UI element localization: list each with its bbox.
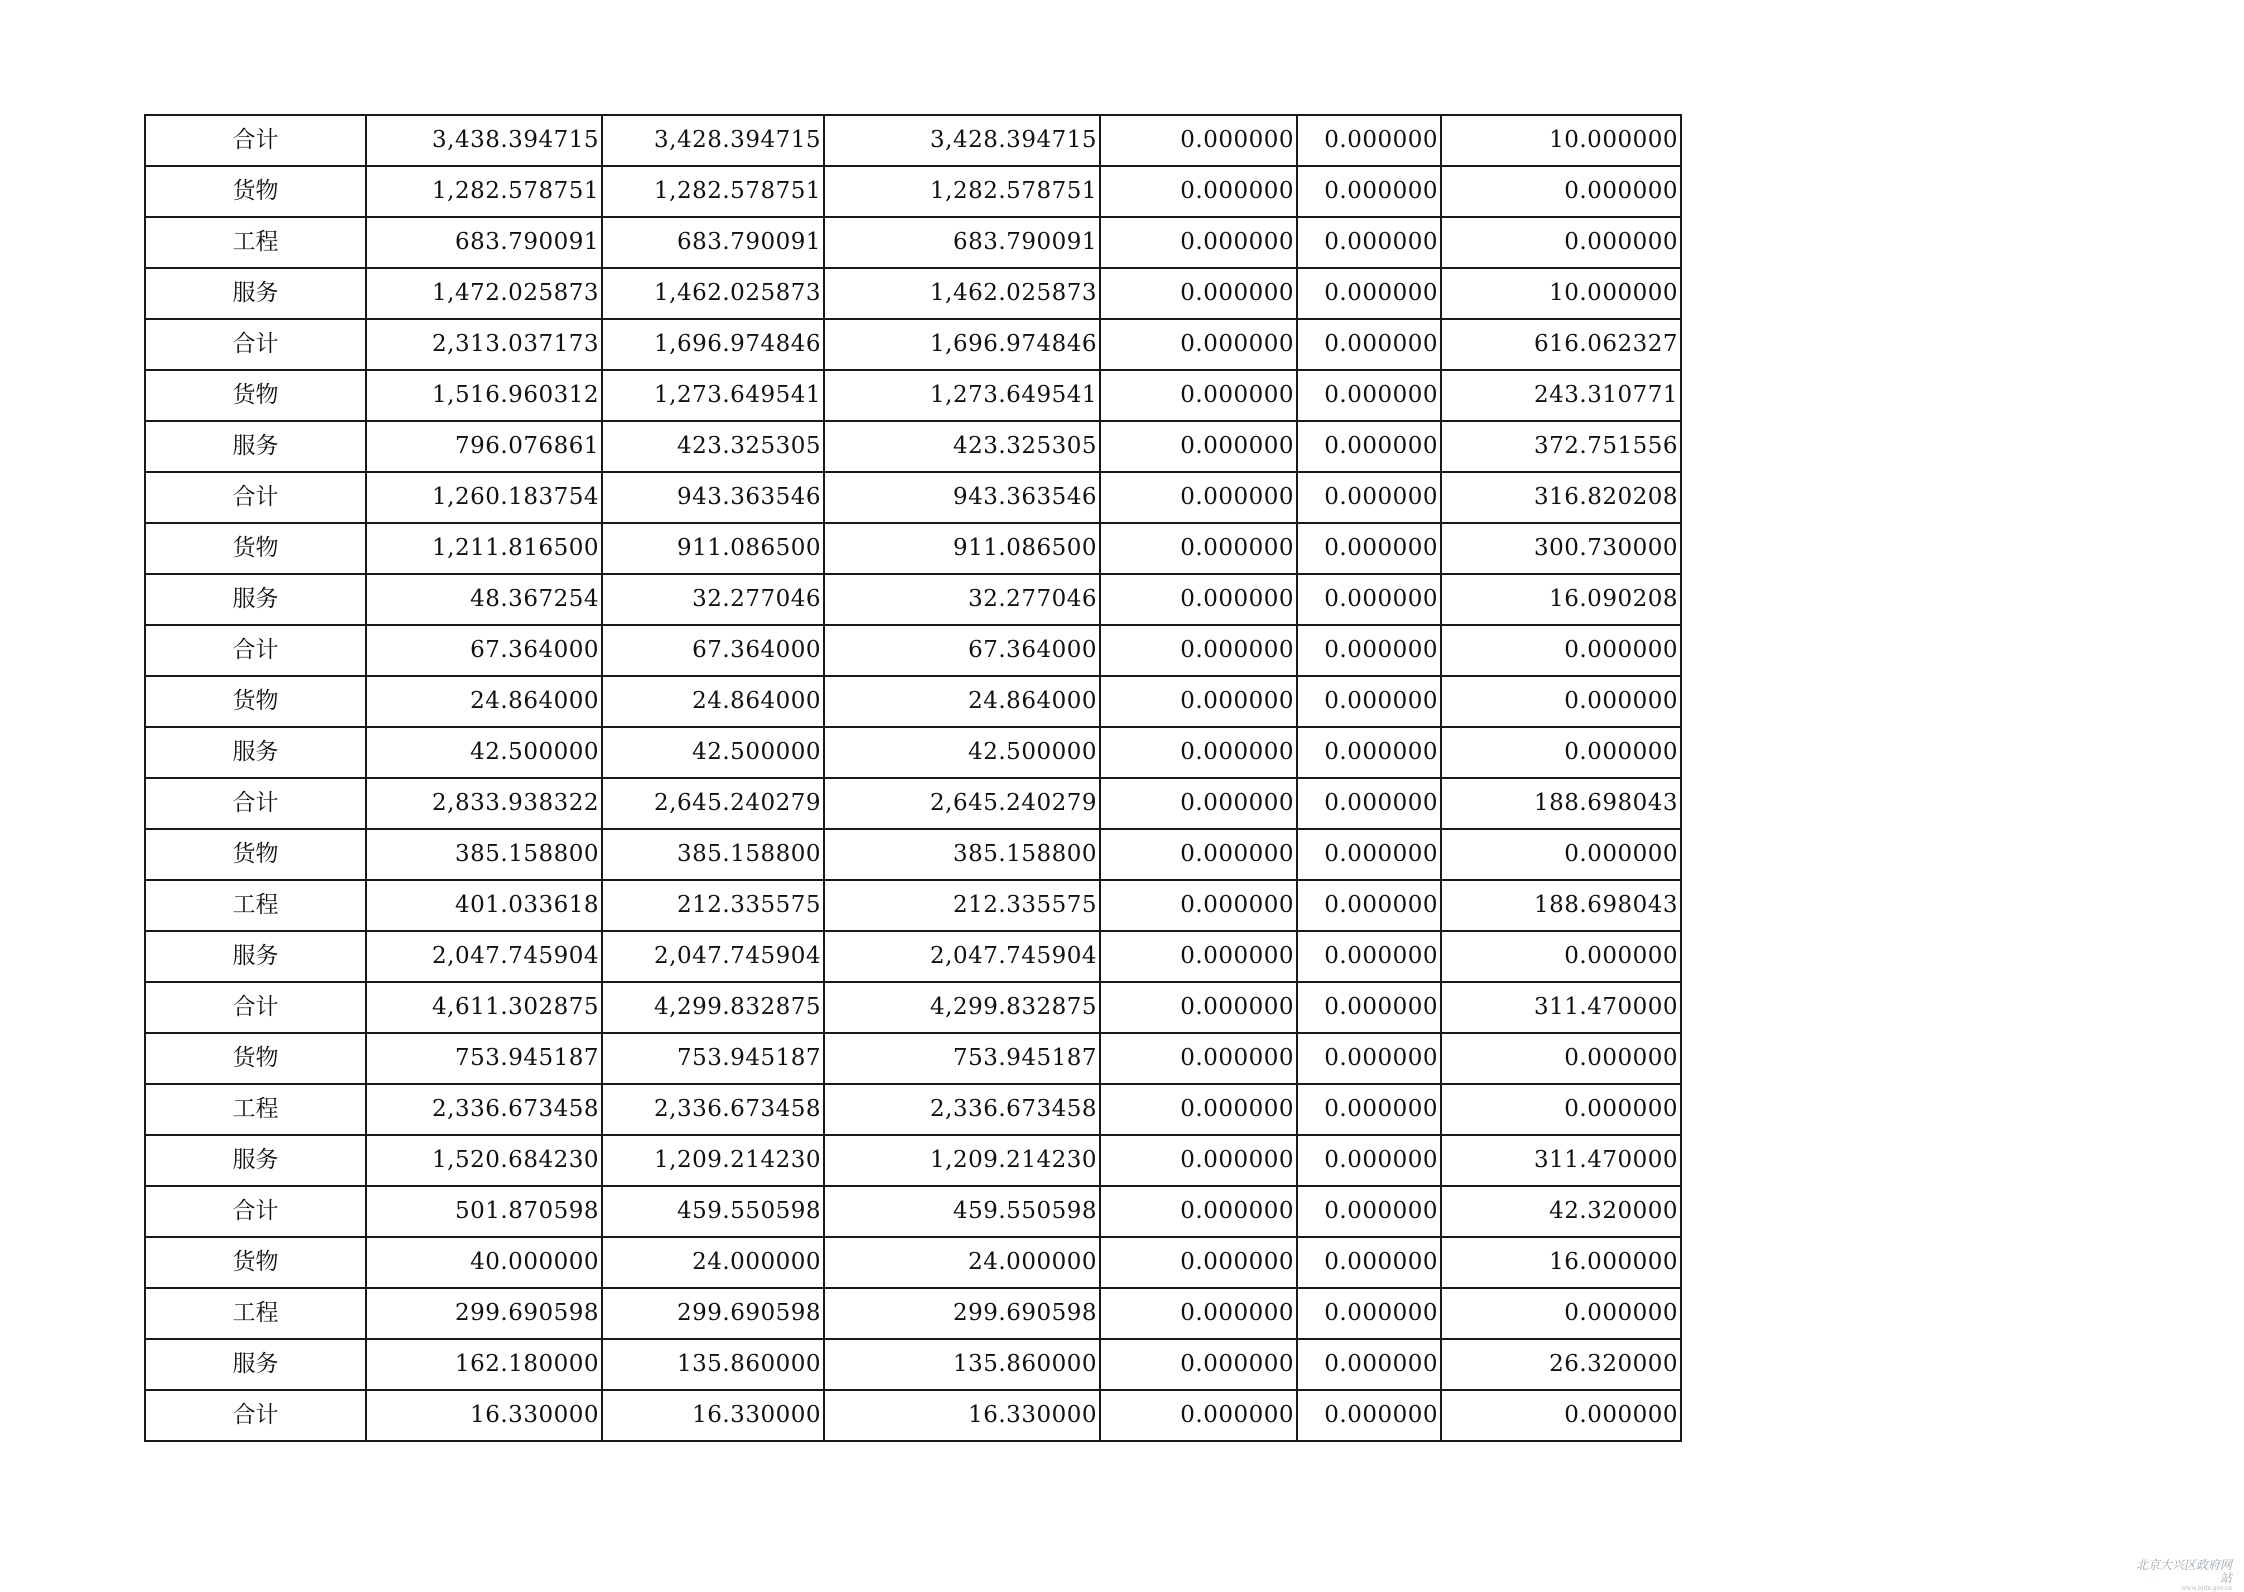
value-cell: 2,645.240279 bbox=[824, 778, 1100, 829]
value-cell: 1,520.684230 bbox=[366, 1135, 602, 1186]
value-cell: 42.500000 bbox=[602, 727, 824, 778]
value-cell: 16.330000 bbox=[602, 1390, 824, 1441]
value-cell: 4,299.832875 bbox=[602, 982, 824, 1033]
value-cell: 0.000000 bbox=[1297, 472, 1441, 523]
value-cell: 0.000000 bbox=[1100, 217, 1297, 268]
value-cell: 24.000000 bbox=[602, 1237, 824, 1288]
value-cell: 1,696.974846 bbox=[824, 319, 1100, 370]
budget-table bbox=[144, 114, 1682, 1442]
value-cell: 0.000000 bbox=[1100, 574, 1297, 625]
value-cell: 1,273.649541 bbox=[824, 370, 1100, 421]
table-row bbox=[145, 880, 1681, 931]
value-cell: 0.000000 bbox=[1297, 1084, 1441, 1135]
value-cell: 943.363546 bbox=[824, 472, 1100, 523]
value-cell: 0.000000 bbox=[1100, 931, 1297, 982]
value-cell: 3,438.394715 bbox=[366, 115, 602, 166]
value-cell: 67.364000 bbox=[824, 625, 1100, 676]
category-cell: 货物 bbox=[145, 829, 366, 880]
value-cell: 0.000000 bbox=[1297, 1288, 1441, 1339]
value-cell: 385.158800 bbox=[366, 829, 602, 880]
value-cell: 0.000000 bbox=[1100, 1288, 1297, 1339]
value-cell: 0.000000 bbox=[1297, 268, 1441, 319]
table-row bbox=[145, 115, 1681, 166]
value-cell: 0.000000 bbox=[1297, 829, 1441, 880]
value-cell: 0.000000 bbox=[1100, 268, 1297, 319]
value-cell: 0.000000 bbox=[1100, 727, 1297, 778]
table-row bbox=[145, 625, 1681, 676]
value-cell: 1,209.214230 bbox=[824, 1135, 1100, 1186]
category-cell: 货物 bbox=[145, 676, 366, 727]
value-cell: 0.000000 bbox=[1100, 115, 1297, 166]
category-cell: 合计 bbox=[145, 472, 366, 523]
value-cell: 459.550598 bbox=[824, 1186, 1100, 1237]
value-cell: 385.158800 bbox=[824, 829, 1100, 880]
value-cell: 26.320000 bbox=[1441, 1339, 1681, 1390]
table-row bbox=[145, 931, 1681, 982]
value-cell: 0.000000 bbox=[1297, 880, 1441, 931]
value-cell: 0.000000 bbox=[1441, 1033, 1681, 1084]
table-row bbox=[145, 421, 1681, 472]
value-cell: 2,047.745904 bbox=[824, 931, 1100, 982]
value-cell: 0.000000 bbox=[1100, 523, 1297, 574]
value-cell: 0.000000 bbox=[1297, 217, 1441, 268]
value-cell: 4,611.302875 bbox=[366, 982, 602, 1033]
value-cell: 616.062327 bbox=[1441, 319, 1681, 370]
value-cell: 796.076861 bbox=[366, 421, 602, 472]
category-cell: 合计 bbox=[145, 982, 366, 1033]
value-cell: 0.000000 bbox=[1441, 625, 1681, 676]
table-row bbox=[145, 1390, 1681, 1441]
value-cell: 459.550598 bbox=[602, 1186, 824, 1237]
value-cell: 385.158800 bbox=[602, 829, 824, 880]
value-cell: 0.000000 bbox=[1100, 829, 1297, 880]
value-cell: 0.000000 bbox=[1100, 1390, 1297, 1441]
watermark-subtext: www.bjdx.gov.cn bbox=[2181, 1585, 2232, 1592]
value-cell: 24.864000 bbox=[602, 676, 824, 727]
value-cell: 0.000000 bbox=[1441, 217, 1681, 268]
value-cell: 0.000000 bbox=[1297, 1186, 1441, 1237]
value-cell: 0.000000 bbox=[1441, 727, 1681, 778]
value-cell: 16.330000 bbox=[824, 1390, 1100, 1441]
value-cell: 3,428.394715 bbox=[602, 115, 824, 166]
value-cell: 299.690598 bbox=[824, 1288, 1100, 1339]
value-cell: 1,462.025873 bbox=[824, 268, 1100, 319]
category-cell: 合计 bbox=[145, 625, 366, 676]
value-cell: 0.000000 bbox=[1100, 625, 1297, 676]
value-cell: 2,833.938322 bbox=[366, 778, 602, 829]
value-cell: 2,313.037173 bbox=[366, 319, 602, 370]
value-cell: 911.086500 bbox=[824, 523, 1100, 574]
value-cell: 24.864000 bbox=[824, 676, 1100, 727]
value-cell: 683.790091 bbox=[602, 217, 824, 268]
category-cell: 服务 bbox=[145, 421, 366, 472]
value-cell: 0.000000 bbox=[1100, 982, 1297, 1033]
value-cell: 0.000000 bbox=[1297, 676, 1441, 727]
category-cell: 工程 bbox=[145, 1084, 366, 1135]
table-row bbox=[145, 472, 1681, 523]
table-row bbox=[145, 268, 1681, 319]
value-cell: 1,282.578751 bbox=[366, 166, 602, 217]
value-cell: 683.790091 bbox=[366, 217, 602, 268]
value-cell: 10.000000 bbox=[1441, 268, 1681, 319]
value-cell: 311.470000 bbox=[1441, 1135, 1681, 1186]
value-cell: 162.180000 bbox=[366, 1339, 602, 1390]
value-cell: 212.335575 bbox=[602, 880, 824, 931]
value-cell: 0.000000 bbox=[1297, 574, 1441, 625]
category-cell: 合计 bbox=[145, 1186, 366, 1237]
value-cell: 0.000000 bbox=[1297, 166, 1441, 217]
value-cell: 0.000000 bbox=[1297, 1390, 1441, 1441]
table-row bbox=[145, 217, 1681, 268]
category-cell: 服务 bbox=[145, 931, 366, 982]
table-row bbox=[145, 1237, 1681, 1288]
value-cell: 0.000000 bbox=[1100, 1339, 1297, 1390]
category-cell: 合计 bbox=[145, 319, 366, 370]
value-cell: 316.820208 bbox=[1441, 472, 1681, 523]
value-cell: 24.000000 bbox=[824, 1237, 1100, 1288]
value-cell: 32.277046 bbox=[824, 574, 1100, 625]
value-cell: 1,472.025873 bbox=[366, 268, 602, 319]
table-row bbox=[145, 1339, 1681, 1390]
value-cell: 299.690598 bbox=[366, 1288, 602, 1339]
value-cell: 67.364000 bbox=[602, 625, 824, 676]
value-cell: 753.945187 bbox=[366, 1033, 602, 1084]
value-cell: 24.864000 bbox=[366, 676, 602, 727]
value-cell: 16.000000 bbox=[1441, 1237, 1681, 1288]
value-cell: 1,696.974846 bbox=[602, 319, 824, 370]
value-cell: 1,282.578751 bbox=[602, 166, 824, 217]
category-cell: 服务 bbox=[145, 268, 366, 319]
value-cell: 2,047.745904 bbox=[366, 931, 602, 982]
value-cell: 67.364000 bbox=[366, 625, 602, 676]
value-cell: 0.000000 bbox=[1100, 1237, 1297, 1288]
category-cell: 货物 bbox=[145, 523, 366, 574]
value-cell: 10.000000 bbox=[1441, 115, 1681, 166]
category-cell: 工程 bbox=[145, 217, 366, 268]
value-cell: 0.000000 bbox=[1297, 319, 1441, 370]
table-row bbox=[145, 1288, 1681, 1339]
value-cell: 300.730000 bbox=[1441, 523, 1681, 574]
value-cell: 0.000000 bbox=[1297, 931, 1441, 982]
value-cell: 135.860000 bbox=[602, 1339, 824, 1390]
value-cell: 683.790091 bbox=[824, 217, 1100, 268]
watermark bbox=[2132, 1559, 2232, 1592]
table-row bbox=[145, 676, 1681, 727]
table-row bbox=[145, 523, 1681, 574]
category-cell: 服务 bbox=[145, 1339, 366, 1390]
value-cell: 0.000000 bbox=[1441, 1288, 1681, 1339]
table-body bbox=[145, 115, 1681, 1441]
value-cell: 0.000000 bbox=[1100, 1084, 1297, 1135]
value-cell: 0.000000 bbox=[1297, 1135, 1441, 1186]
value-cell: 0.000000 bbox=[1100, 1033, 1297, 1084]
value-cell: 0.000000 bbox=[1297, 727, 1441, 778]
value-cell: 40.000000 bbox=[366, 1237, 602, 1288]
value-cell: 0.000000 bbox=[1100, 676, 1297, 727]
value-cell: 0.000000 bbox=[1100, 166, 1297, 217]
value-cell: 0.000000 bbox=[1297, 1033, 1441, 1084]
table-row bbox=[145, 1135, 1681, 1186]
category-cell: 服务 bbox=[145, 727, 366, 778]
value-cell: 753.945187 bbox=[824, 1033, 1100, 1084]
table-row bbox=[145, 370, 1681, 421]
value-cell: 1,282.578751 bbox=[824, 166, 1100, 217]
value-cell: 2,645.240279 bbox=[602, 778, 824, 829]
value-cell: 1,273.649541 bbox=[602, 370, 824, 421]
value-cell: 3,428.394715 bbox=[824, 115, 1100, 166]
value-cell: 16.330000 bbox=[366, 1390, 602, 1441]
value-cell: 0.000000 bbox=[1297, 370, 1441, 421]
value-cell: 423.325305 bbox=[824, 421, 1100, 472]
category-cell: 货物 bbox=[145, 1237, 366, 1288]
value-cell: 0.000000 bbox=[1100, 1186, 1297, 1237]
value-cell: 2,047.745904 bbox=[602, 931, 824, 982]
value-cell: 501.870598 bbox=[366, 1186, 602, 1237]
table-row bbox=[145, 1033, 1681, 1084]
value-cell: 2,336.673458 bbox=[602, 1084, 824, 1135]
value-cell: 0.000000 bbox=[1441, 829, 1681, 880]
value-cell: 311.470000 bbox=[1441, 982, 1681, 1033]
category-cell: 工程 bbox=[145, 1288, 366, 1339]
value-cell: 42.320000 bbox=[1441, 1186, 1681, 1237]
value-cell: 188.698043 bbox=[1441, 880, 1681, 931]
value-cell: 911.086500 bbox=[602, 523, 824, 574]
value-cell: 0.000000 bbox=[1297, 1339, 1441, 1390]
category-cell: 货物 bbox=[145, 166, 366, 217]
value-cell: 1,209.214230 bbox=[602, 1135, 824, 1186]
table-row bbox=[145, 166, 1681, 217]
value-cell: 1,516.960312 bbox=[366, 370, 602, 421]
value-cell: 0.000000 bbox=[1441, 1084, 1681, 1135]
table-row bbox=[145, 1084, 1681, 1135]
table-row bbox=[145, 574, 1681, 625]
value-cell: 0.000000 bbox=[1100, 778, 1297, 829]
category-cell: 合计 bbox=[145, 115, 366, 166]
value-cell: 0.000000 bbox=[1100, 472, 1297, 523]
value-cell: 243.310771 bbox=[1441, 370, 1681, 421]
value-cell: 42.500000 bbox=[824, 727, 1100, 778]
value-cell: 943.363546 bbox=[602, 472, 824, 523]
value-cell: 16.090208 bbox=[1441, 574, 1681, 625]
category-cell: 服务 bbox=[145, 1135, 366, 1186]
value-cell: 1,462.025873 bbox=[602, 268, 824, 319]
value-cell: 1,260.183754 bbox=[366, 472, 602, 523]
value-cell: 0.000000 bbox=[1100, 370, 1297, 421]
value-cell: 372.751556 bbox=[1441, 421, 1681, 472]
value-cell: 753.945187 bbox=[602, 1033, 824, 1084]
value-cell: 188.698043 bbox=[1441, 778, 1681, 829]
table-row bbox=[145, 1186, 1681, 1237]
value-cell: 0.000000 bbox=[1441, 676, 1681, 727]
category-cell: 合计 bbox=[145, 1390, 366, 1441]
value-cell: 0.000000 bbox=[1100, 1135, 1297, 1186]
value-cell: 0.000000 bbox=[1100, 421, 1297, 472]
value-cell: 0.000000 bbox=[1297, 982, 1441, 1033]
value-cell: 423.325305 bbox=[602, 421, 824, 472]
table-row bbox=[145, 727, 1681, 778]
value-cell: 299.690598 bbox=[602, 1288, 824, 1339]
value-cell: 0.000000 bbox=[1297, 625, 1441, 676]
value-cell: 2,336.673458 bbox=[824, 1084, 1100, 1135]
value-cell: 0.000000 bbox=[1441, 931, 1681, 982]
value-cell: 401.033618 bbox=[366, 880, 602, 931]
value-cell: 0.000000 bbox=[1100, 880, 1297, 931]
value-cell: 0.000000 bbox=[1441, 1390, 1681, 1441]
category-cell: 货物 bbox=[145, 1033, 366, 1084]
value-cell: 2,336.673458 bbox=[366, 1084, 602, 1135]
value-cell: 0.000000 bbox=[1441, 166, 1681, 217]
value-cell: 42.500000 bbox=[366, 727, 602, 778]
value-cell: 48.367254 bbox=[366, 574, 602, 625]
table-row bbox=[145, 778, 1681, 829]
value-cell: 32.277046 bbox=[602, 574, 824, 625]
value-cell: 135.860000 bbox=[824, 1339, 1100, 1390]
category-cell: 工程 bbox=[145, 880, 366, 931]
value-cell: 4,299.832875 bbox=[824, 982, 1100, 1033]
category-cell: 合计 bbox=[145, 778, 366, 829]
watermark-text: 北京大兴区政府网站 bbox=[2135, 1558, 2232, 1585]
table-row bbox=[145, 982, 1681, 1033]
value-cell: 0.000000 bbox=[1100, 319, 1297, 370]
value-cell: 1,211.816500 bbox=[366, 523, 602, 574]
table-row bbox=[145, 829, 1681, 880]
value-cell: 0.000000 bbox=[1297, 115, 1441, 166]
value-cell: 0.000000 bbox=[1297, 421, 1441, 472]
value-cell: 0.000000 bbox=[1297, 1237, 1441, 1288]
table-row bbox=[145, 319, 1681, 370]
value-cell: 212.335575 bbox=[824, 880, 1100, 931]
category-cell: 货物 bbox=[145, 370, 366, 421]
value-cell: 0.000000 bbox=[1297, 778, 1441, 829]
category-cell: 服务 bbox=[145, 574, 366, 625]
value-cell: 0.000000 bbox=[1297, 523, 1441, 574]
